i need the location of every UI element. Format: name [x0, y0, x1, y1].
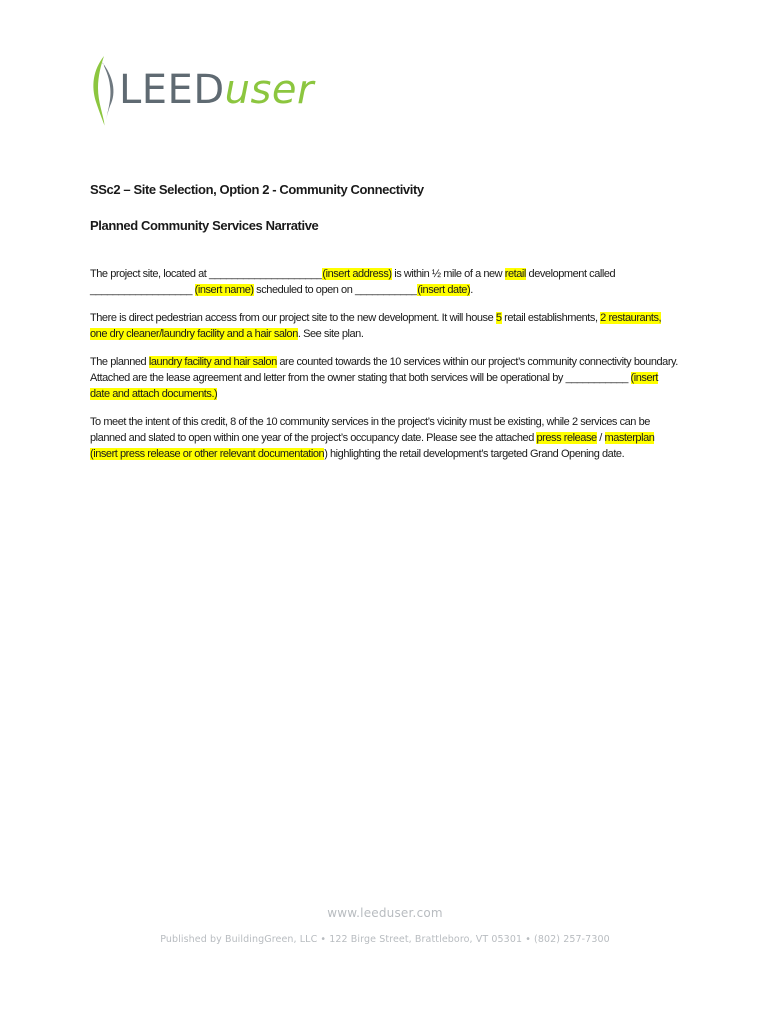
paragraph-2 [90, 310, 680, 342]
p2-highlight-count: 5 [495, 312, 502, 324]
leaf-icon [90, 54, 120, 130]
leeduser-logo [90, 52, 350, 132]
logo-main: LEED [119, 67, 225, 113]
p3-highlight-date: (insert date and attach documents.) [90, 372, 658, 400]
p3-text-1: The planned [90, 356, 149, 368]
p1-text-5: . [470, 284, 473, 296]
footer-url-link[interactable]: www.leeduser.com [327, 906, 443, 920]
paragraph-3 [90, 354, 680, 402]
p1-highlight-address: (insert address) [322, 268, 392, 280]
paragraph-4 [90, 414, 680, 462]
p2-text-2: retail establishments, [501, 312, 601, 324]
p4-text-2: / [596, 432, 605, 444]
document-subtitle: Planned Community Services Narrative [90, 218, 319, 233]
p2-text-3: . See site plan. [297, 328, 364, 340]
p4-highlight-press-release: press release [536, 432, 597, 444]
p1-highlight-retail: retail [504, 268, 526, 280]
document-title: SSc2 – Site Selection, Option 2 - Community Connectivity [90, 182, 424, 197]
p4-highlight-masterplan: masterplan [604, 432, 655, 444]
footer-publisher-info: Published by BuildingGreen, LLC • 122 Birge Street, Brattleboro, VT 05301 • (802) 257-7300 [160, 934, 610, 945]
p4-text-4: ) highlighting the retail development’s targeted Grand Opening date. [324, 448, 625, 460]
p4-text-1: To meet the intent of this credit, 8 of the 10 community services in the project’s vicinity must be existing, while 2 services can be planned and slated to open within one year of the project’s occupancy date. Please see the attached [90, 416, 650, 444]
p3-text-2: are counted towards the 10 services within our project’s community connectivity boundary. Attached are the lease agreement and letter from the owner stating that both services will be operational by ___________ [90, 356, 678, 384]
logo-wordmark [119, 66, 314, 114]
p1-text-3: development called __________________ [90, 268, 616, 296]
p1-highlight-name: (insert name) [194, 284, 254, 296]
p1-text-4: scheduled to open on ___________ [253, 284, 418, 296]
p2-text-1: There is direct pedestrian access from our project site to the new development. It will house [90, 312, 496, 324]
logo-accent: user [224, 67, 314, 113]
p3-highlight-services: laundry facility and hair salon [148, 356, 277, 368]
p1-highlight-date: (insert date) [417, 284, 471, 296]
document-body [90, 180, 680, 474]
p2-highlight-services: 2 restaurants, one dry cleaner/laundry facility and a hair salon [90, 312, 662, 340]
paragraph-1 [90, 266, 680, 298]
p4-highlight-documentation: (insert press release or other relevant documentation [90, 448, 325, 460]
p1-text-1: The project site, located at ____________________ [90, 268, 323, 280]
p1-text-2: is within ½ mile of a new [391, 268, 505, 280]
